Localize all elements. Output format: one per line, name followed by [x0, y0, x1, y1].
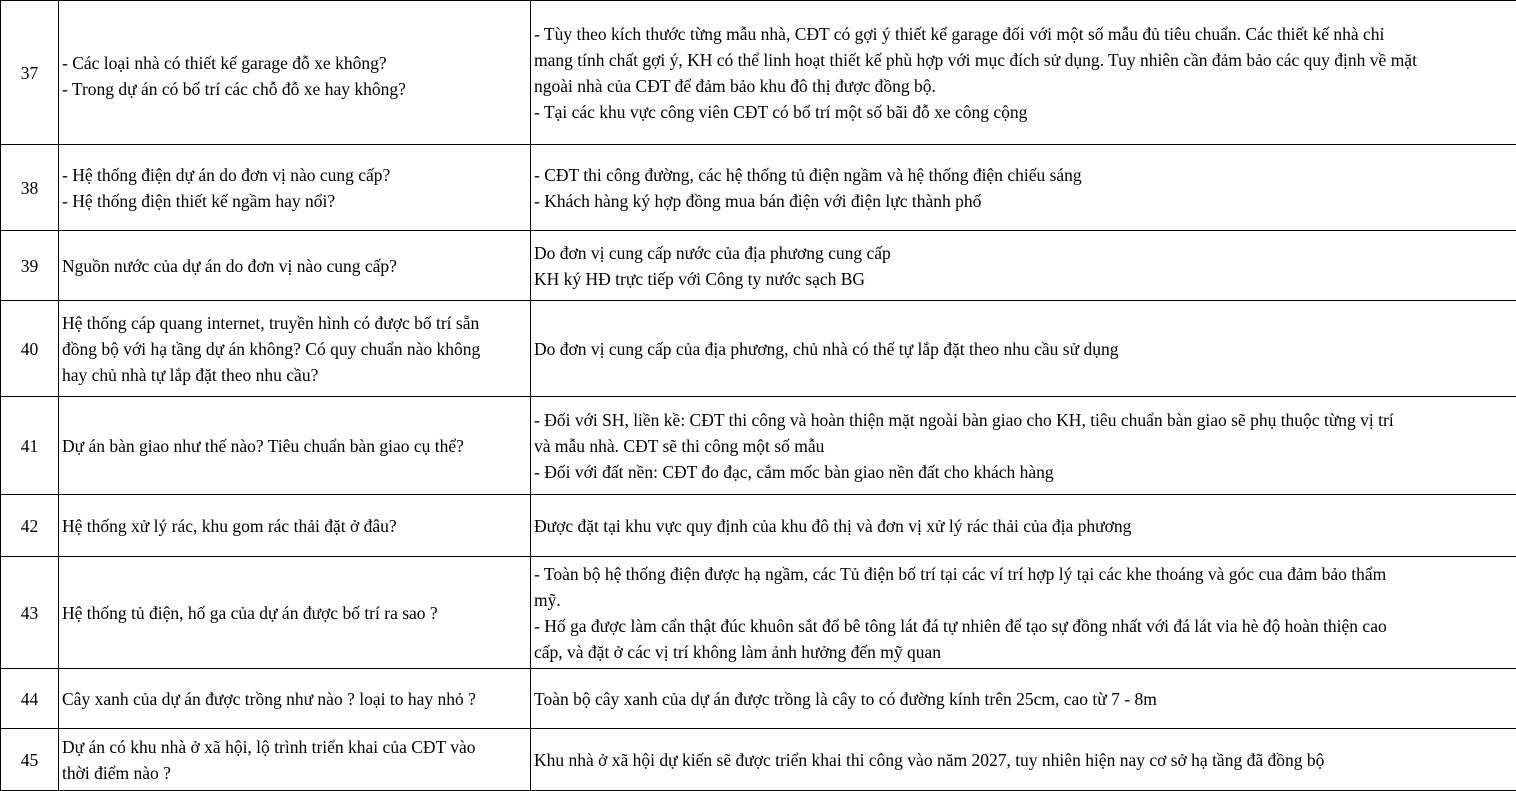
question-line: Hệ thống cáp quang internet, truyền hình có được bố trí sẵn	[62, 310, 530, 336]
answer-cell	[531, 495, 1516, 557]
answer-cell	[531, 557, 1516, 669]
row-number: 38	[1, 145, 59, 231]
answer-cell	[531, 301, 1516, 397]
answer-line: và mẫu nhà. CĐT sẽ thi công một số mẫu	[534, 433, 1516, 459]
answer-cell	[531, 669, 1516, 729]
row-number: 45	[1, 729, 59, 791]
question-cell	[59, 301, 531, 397]
question-line: Hệ thống xử lý rác, khu gom rác thải đặt ở đâu?	[62, 513, 530, 539]
question-cell	[59, 669, 531, 729]
answer-line: - Đối với đất nền: CĐT đo đạc, cắm mốc bàn giao nền đất cho khách hàng	[534, 459, 1516, 485]
table-row	[1, 669, 1516, 729]
answer-line: Khu nhà ở xã hội dự kiến sẽ được triển khai thi công vào năm 2027, tuy nhiên hiện nay cơ sở hạ tầng đã đồng bộ	[534, 747, 1516, 773]
question-cell	[59, 557, 531, 669]
answer-line: mang tính chất gợi ý, KH có thể linh hoạt thiết kế phù hợp với mục đích sử dụng. Tuy nhiên cần đảm bảo các quy định về mặt	[534, 47, 1516, 73]
answer-line: - Tại các khu vực công viên CĐT có bố trí một số bãi đỗ xe công cộng	[534, 99, 1516, 125]
table-row	[1, 231, 1516, 301]
answer-line: Toàn bộ cây xanh của dự án được trồng là cây to có đường kính trên 25cm, cao từ 7 - 8m	[534, 686, 1516, 712]
question-line: Dự án có khu nhà ở xã hội, lộ trình triển khai của CĐT vào	[62, 734, 530, 760]
table-row	[1, 145, 1516, 231]
row-number: 39	[1, 231, 59, 301]
row-number: 42	[1, 495, 59, 557]
answer-line: ngoài nhà của CĐT để đảm bảo khu đô thị được đồng bộ.	[534, 73, 1516, 99]
answer-line: Do đơn vị cung cấp của địa phương, chủ nhà có thể tự lắp đặt theo nhu cầu sử dụng	[534, 336, 1516, 362]
question-line: - Hệ thống điện dự án do đơn vị nào cung cấp?	[62, 162, 530, 188]
answer-line: Được đặt tại khu vực quy định của khu đô thị và đơn vị xử lý rác thải của địa phương	[534, 513, 1516, 539]
table-row	[1, 397, 1516, 495]
question-cell	[59, 729, 531, 791]
table-row	[1, 495, 1516, 557]
question-cell	[59, 1, 531, 145]
answer-line: - Đối với SH, liền kề: CĐT thi công và hoàn thiện mặt ngoài bàn giao cho KH, tiêu chuẩn bàn giao sẽ phụ thuộc từng vị trí	[534, 407, 1516, 433]
question-line: - Trong dự án có bố trí các chỗ đỗ xe hay không?	[62, 76, 530, 102]
answer-line: - Toàn bộ hệ thống điện được hạ ngầm, các Tủ điện bố trí tại các ví trí hợp lý tại các khe thoáng và góc cua đảm bảo thẩm	[534, 561, 1516, 587]
question-line: Hệ thống tủ điện, hố ga của dự án được bố trí ra sao ?	[62, 600, 530, 626]
question-cell	[59, 145, 531, 231]
question-cell	[59, 397, 531, 495]
question-line: hay chủ nhà tự lắp đặt theo nhu cầu?	[62, 362, 530, 388]
answer-line: cấp, và đặt ở các vị trí không làm ảnh hưởng đến mỹ quan	[534, 639, 1516, 665]
question-line: thời điểm nào ?	[62, 760, 530, 786]
answer-cell	[531, 1, 1516, 145]
question-line: Nguồn nước của dự án do đơn vị nào cung cấp?	[62, 253, 530, 279]
row-number: 44	[1, 669, 59, 729]
answer-cell	[531, 231, 1516, 301]
answer-line: - Khách hàng ký hợp đồng mua bán điện với điện lực thành phố	[534, 188, 1516, 214]
table-row	[1, 301, 1516, 397]
answer-line: mỹ.	[534, 587, 1516, 613]
question-cell	[59, 495, 531, 557]
question-cell	[59, 231, 531, 301]
row-number: 37	[1, 1, 59, 145]
question-line: - Hệ thống điện thiết kế ngầm hay nổi?	[62, 188, 530, 214]
question-line: - Các loại nhà có thiết kế garage đỗ xe không?	[62, 50, 530, 76]
answer-cell	[531, 729, 1516, 791]
question-line: đồng bộ với hạ tầng dự án không? Có quy chuẩn nào không	[62, 336, 530, 362]
answer-line: - Hố ga được làm cẩn thật đúc khuôn sắt đổ bê tông lát đá tự nhiên để tạo sự đồng nhất với đá lát via hè độ hoàn thiện cao	[534, 613, 1516, 639]
answer-cell	[531, 397, 1516, 495]
question-line: Cây xanh của dự án được trồng như nào ? loại to hay nhỏ ?	[62, 686, 530, 712]
answer-line: KH ký HĐ trực tiếp với Công ty nước sạch BG	[534, 266, 1516, 292]
table-row	[1, 1, 1516, 145]
answer-line: - Tùy theo kích thước từng mẫu nhà, CĐT có gợi ý thiết kế garage đối với một số mẫu đủ tiêu chuẩn. Các thiết kế nhà chỉ	[534, 21, 1516, 47]
row-number: 40	[1, 301, 59, 397]
table-row	[1, 729, 1516, 791]
row-number: 41	[1, 397, 59, 495]
row-number: 43	[1, 557, 59, 669]
question-line: Dự án bàn giao như thế nào? Tiêu chuẩn bàn giao cụ thể?	[62, 433, 530, 459]
answer-line: - CĐT thi công đường, các hệ thống tủ điện ngầm và hệ thống điện chiếu sáng	[534, 162, 1516, 188]
answer-line: Do đơn vị cung cấp nước của địa phương cung cấp	[534, 240, 1516, 266]
answer-cell	[531, 145, 1516, 231]
table-row	[1, 557, 1516, 669]
